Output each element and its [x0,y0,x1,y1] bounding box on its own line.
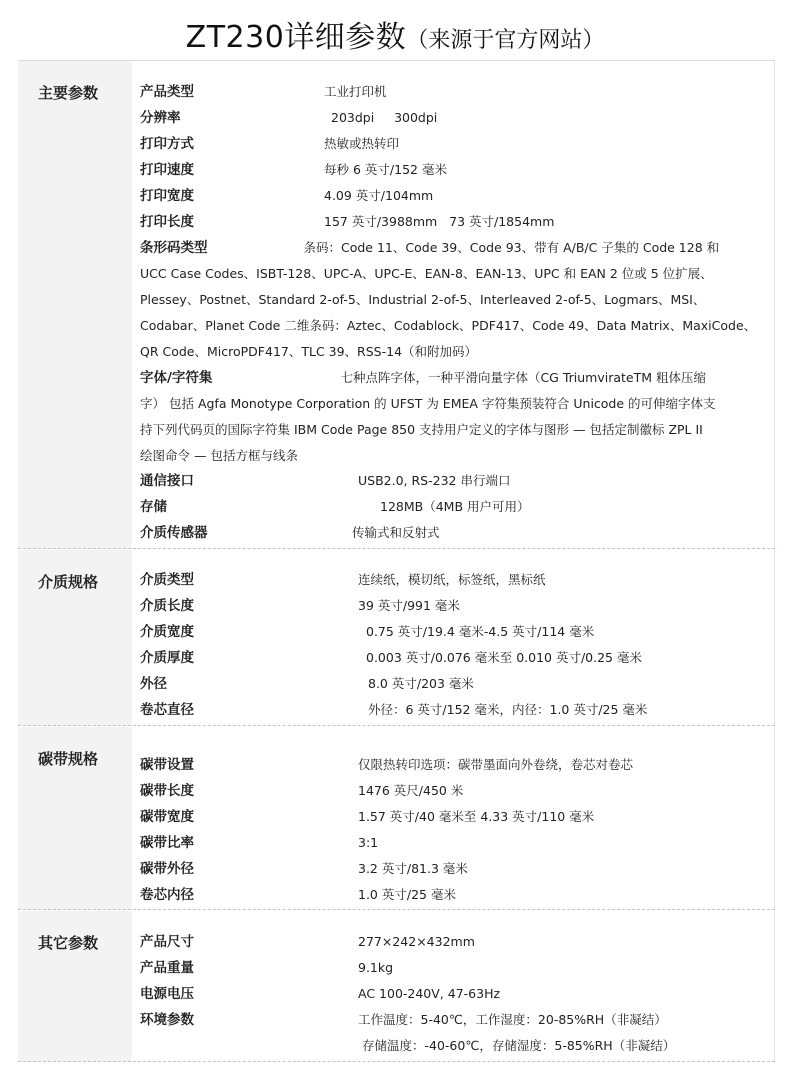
spec-key: 打印方式 [140,136,194,152]
spec-value: 仅限热转印选项：碳带墨面向外卷绕，卷芯对卷芯 [358,757,634,772]
spec-value: 1.57 英寸/40 毫米至 4.33 英寸/110 毫米 [358,809,595,824]
spec-key: 介质厚度 [140,650,194,666]
spec-key: 存储 [140,499,167,515]
spec-key: 打印速度 [140,162,194,178]
spec-key: 条形码类型 [140,240,208,256]
right-border [774,61,775,549]
spec-value: 39 英寸/991 毫米 [358,598,460,613]
barcode-text-line: Plessey、Postnet、Standard 2-of-5、Industrial 2-of-5、Interleaved 2-of-5、Logmars、MSI、 [140,292,706,307]
spec-key: 产品尺寸 [140,934,194,950]
spec-value: 0.003 英寸/0.076 毫米至 0.010 英寸/0.25 毫米 [366,650,642,665]
spec-value: 203dpi 300dpi [331,110,438,125]
section-heading: 其它参数 [38,934,99,952]
spec-value: 存储温度：-40-60℃，存储湿度：5-85%RH（非凝结） [362,1038,676,1053]
barcode-text-line: UCC Case Codes、ISBT-128、UPC-A、UPC-E、EAN-8、EAN-13、UPC 和 EAN 2 位或 5 位扩展、 [140,266,713,281]
right-border [774,727,775,910]
barcode-text-line: Codabar、Planet Code 二维条码：Aztec、Codablock、PDF417、Code 49、Data Matrix、MaxiCode、 [140,318,757,333]
spec-value: 3.2 英寸/81.3 毫米 [358,861,468,876]
section-divider [18,725,775,726]
spec-key: 碳带设置 [140,757,194,773]
spec-key: 分辨率 [140,110,181,126]
spec-value: 128MB（4MB 用户可用） [380,499,530,514]
spec-value: 热敏或热转印 [324,136,400,151]
spec-value: 工业打印机 [324,84,387,99]
title-source-note: （来源于官方网站） [406,28,605,53]
section-heading: 主要参数 [38,84,99,102]
fonts-text-line: 绘图命令 — 包括方框与线条 [140,448,298,463]
spec-value: 1.0 英寸/25 毫米 [358,887,456,902]
barcode-types-block [140,235,768,365]
spec-value: 外径：6 英寸/152 毫米，内径：1.0 英寸/25 毫米 [368,702,648,717]
section-divider [18,548,775,549]
section-ribbon-specs [18,727,775,910]
spec-key: 卷芯内径 [140,887,194,903]
fonts-charset-block [140,365,768,469]
spec-key: 打印长度 [140,214,194,230]
spec-value: 9.1kg [358,960,394,975]
spec-key: 产品类型 [140,84,194,100]
spec-key: 介质长度 [140,598,194,614]
spec-key: 产品重量 [140,960,194,976]
fonts-text-line: 字） 包括 Agfa Monotype Corporation 的 UFST 为 EMEA 字符集预装符合 Unicode 的可伸缩字体支 [140,396,716,411]
section-divider [18,909,775,910]
spec-key: 外径 [140,676,167,692]
barcode-text-line: 条码：Code 11、Code 39、Code 93、带有 A/B/C 子集的 Code 128 和 [303,240,720,255]
spec-value: 1476 英尺/450 米 [358,783,464,798]
spec-value: 工作温度：5-40℃，工作湿度：20-85%RH（非凝结） [358,1012,667,1027]
spec-key: 卷芯直径 [140,702,194,718]
spec-key: 碳带外径 [140,861,194,877]
section-label-cell [18,727,132,910]
spec-key: 字体/字符集 [140,370,213,386]
section-heading: 碳带规格 [38,750,99,768]
spec-value: 0.75 英寸/19.4 毫米-4.5 英寸/114 毫米 [366,624,595,639]
spec-value: 8.0 英寸/203 毫米 [368,676,474,691]
spec-key: 打印宽度 [140,188,194,204]
spec-value: 157 英寸/3988mm 73 英寸/1854mm [324,214,555,229]
spec-value: 连续纸，模切纸，标签纸，黑标纸 [358,572,546,587]
spec-key: 介质宽度 [140,624,194,640]
section-label-cell [18,61,132,549]
fonts-text-line: 七种点阵字体，一种平滑向量字体（CG TriumvirateTM 粗体压缩 [340,370,706,385]
barcode-text-line: QR Code、MicroPDF417、TLC 39、RSS-14（和附加码） [140,344,478,359]
spec-key: 通信接口 [140,473,194,489]
spec-key: 介质类型 [140,572,194,588]
spec-value: 3:1 [358,835,379,850]
title-main: ZT230详细参数 [185,20,407,55]
spec-key: 碳带长度 [140,783,194,799]
section-label-cell [18,550,132,726]
spec-value: 每秒 6 英寸/152 毫米 [324,162,447,177]
section-heading: 介质规格 [38,573,99,591]
section-divider [18,1061,775,1062]
section-main-params [18,61,775,549]
right-border [774,550,775,726]
spec-key: 碳带比率 [140,835,194,851]
spec-value: AC 100-240V, 47-63Hz [358,986,501,1001]
spec-key: 电源电压 [140,986,194,1002]
spec-value: 4.09 英寸/104mm [324,188,434,203]
page-title [0,12,790,56]
section-other-params [18,911,775,1062]
spec-value: 277×242×432mm [358,934,475,949]
spec-key: 介质传感器 [140,525,208,541]
spec-value: 传输式和反射式 [352,525,440,540]
right-border [774,911,775,1062]
spec-key: 碳带宽度 [140,809,194,825]
spec-value: USB2.0, RS-232 串行端口 [358,473,511,488]
section-label-cell [18,911,132,1062]
section-media-specs [18,550,775,726]
fonts-text-line: 持下列代码页的国际字符集 IBM Code Page 850 支持用户定义的字体与图形 — 包括定制徽标 ZPL II [140,422,703,437]
spec-key: 环境参数 [140,1012,194,1028]
